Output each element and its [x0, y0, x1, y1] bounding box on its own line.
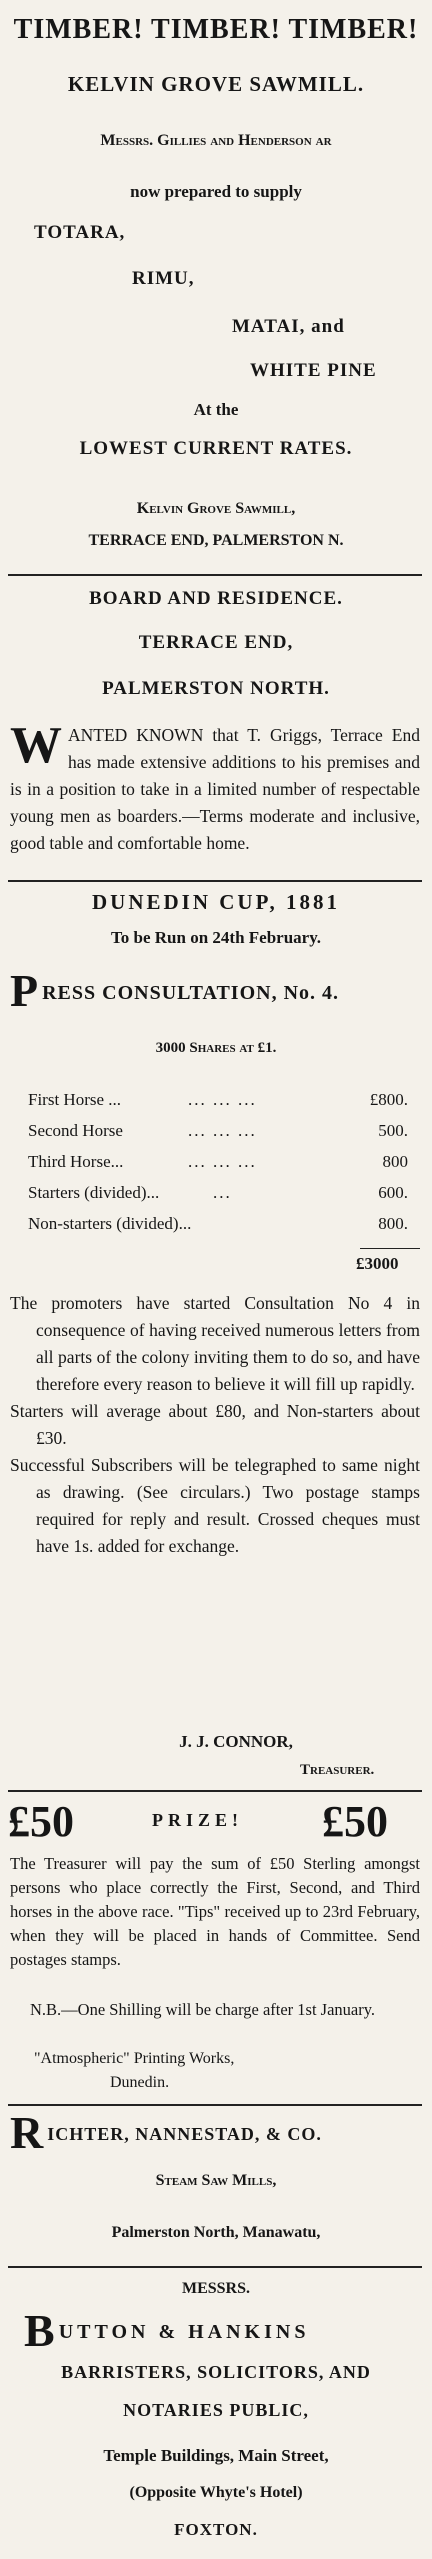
cup-heading-text: RESS CONSULTATION, No. 4.: [42, 982, 340, 1004]
prize-row: [28, 1152, 418, 1182]
cup-para-subscribers: Successful Subscribers will be telegraphed to same night as drawing. (See circulars.) Two postage stamps required for reply and result. Crossed cheques must have 1s. added for exchange.: [10, 1455, 420, 1556]
cup-shares: 3000 Shares at £1.: [155, 1040, 277, 1056]
divider: [8, 2266, 422, 2268]
prize-name: Starters (divided)...: [28, 1183, 160, 1202]
prize-word: PRIZE!: [152, 1810, 244, 1830]
button-address: Temple Buildings, Main Street,: [103, 2446, 329, 2465]
cup-signer: J. J. CONNOR,: [179, 1732, 293, 1751]
cup-subtitle: To be Run on 24th February.: [110, 928, 322, 947]
prize-left-amount: £50: [8, 1797, 74, 1846]
prize-value: 500.: [378, 1121, 408, 1140]
prize-name: Second Horse: [28, 1121, 123, 1140]
timber-sign-address: TERRACE END, PALMERSTON N.: [88, 532, 344, 549]
divider: [8, 2104, 422, 2106]
prize-dots: ... ... ...: [188, 1090, 257, 1109]
prize-dots: ... ... ...: [188, 1152, 257, 1171]
board-subtitle2: PALMERSTON NORTH.: [102, 678, 330, 699]
board-body-text: ANTED KNOWN that T. Griggs, Terrace End has made extensive additions to his premises and is in a position to take in a limited number of respectable young men as boarders.—Terms moderate and inclusive, good table and comfortable home.: [10, 725, 420, 853]
timber-line1: Messrs. Gillies and Henderson ar: [100, 132, 332, 149]
timber-wood-totara: TOTARA,: [34, 222, 126, 243]
prize-works: "Atmospheric" Printing Works,: [34, 2050, 235, 2067]
board-body: [10, 717, 420, 857]
richter-address: Palmerston North, Manawatu,: [111, 2224, 321, 2241]
button-line1: BARRISTERS, SOLICITORS, AND: [61, 2362, 371, 2382]
button-opposite: (Opposite Whyte's Hotel): [129, 2484, 303, 2501]
cup-body: [10, 1290, 420, 1560]
board-subtitle1: TERRACE END,: [138, 632, 294, 653]
timber-wood-matai: MATAI, and: [232, 316, 345, 337]
prize-name: Third Horse...: [28, 1152, 124, 1171]
divider: [8, 1790, 422, 1792]
prize-right-amount: £50: [322, 1797, 388, 1846]
button-town: FOXTON.: [174, 2520, 258, 2539]
richter-title: ICHTER, NANNESTAD, & CO.: [47, 2124, 322, 2144]
prize-name: Non-starters (divided)...: [28, 1214, 192, 1233]
richter-subtitle: Steam Saw Mills,: [155, 2172, 277, 2189]
cup-title: DUNEDIN CUP, 1881: [92, 890, 340, 914]
prize-value: 800: [382, 1152, 408, 1171]
prize-city: Dunedin.: [110, 2074, 170, 2091]
timber-sign-mill: Kelvin Grove Sawmill,: [136, 500, 296, 517]
prize-total: £3000: [356, 1254, 399, 1273]
prize-note: N.B.—One Shilling will be charge after 1st January.: [30, 2000, 376, 2019]
prize-value: 600.: [378, 1183, 408, 1202]
richter-drop-cap: R: [10, 2107, 44, 2158]
button-heading: [24, 2305, 424, 2356]
prize-dots: ...: [213, 1183, 232, 1202]
button-line2: NOTARIES PUBLIC,: [123, 2400, 309, 2420]
prize-body: The Treasurer will pay the sum of £50 Sterling amongst persons who place correctly the First, Second, and Third horses in the above race. "Tips" received up to 23rd February, when they will be placed in hands of Committee. Send postages stamps.: [10, 1854, 420, 1969]
richter-heading: [10, 2107, 430, 2158]
prize-value: £800.: [369, 1090, 408, 1109]
cup-drop-cap: P: [10, 965, 39, 1016]
timber-at-the: At the: [193, 400, 239, 419]
cup-signer-role: Treasurer.: [300, 1762, 375, 1778]
timber-wood-white-pine: WHITE PINE: [250, 360, 377, 381]
prize-value: 800.: [378, 1214, 408, 1233]
timber-headline: TIMBER! TIMBER! TIMBER!: [13, 14, 419, 45]
timber-wood-rimu: RIMU,: [132, 268, 195, 289]
button-drop-cap: B: [24, 2305, 55, 2356]
timber-rates: LOWEST CURRENT RATES.: [79, 438, 353, 459]
cup-heading: [10, 965, 430, 1016]
button-title: UTTON & HANKINS: [58, 2321, 310, 2343]
divider: [8, 574, 422, 576]
prize-row: [28, 1090, 418, 1120]
total-rule: [360, 1248, 420, 1249]
timber-mill-name: KELVIN GROVE SAWMILL.: [67, 72, 365, 96]
divider: [8, 880, 422, 882]
cup-para-promoters: The promoters have started Consultation No 4 in consequence of having received numerous letters from all parts of the colony inviting them to do so, and have therefore every reason to believe it will fill up rapidly.: [10, 1293, 420, 1394]
board-drop-cap: W: [10, 717, 62, 774]
button-messrs: MESSRS.: [181, 2280, 251, 2297]
prize-row: [28, 1214, 418, 1244]
prize-row: [28, 1183, 418, 1213]
prize-name: First Horse ...: [28, 1090, 122, 1109]
prize-row: [28, 1121, 418, 1151]
board-title: BOARD AND RESIDENCE.: [89, 588, 343, 609]
timber-line2: now prepared to supply: [130, 182, 302, 201]
prize-dots: ... ... ...: [188, 1121, 257, 1140]
cup-para-average: Starters will average about £80, and Non-starters about £30.: [10, 1401, 420, 1448]
